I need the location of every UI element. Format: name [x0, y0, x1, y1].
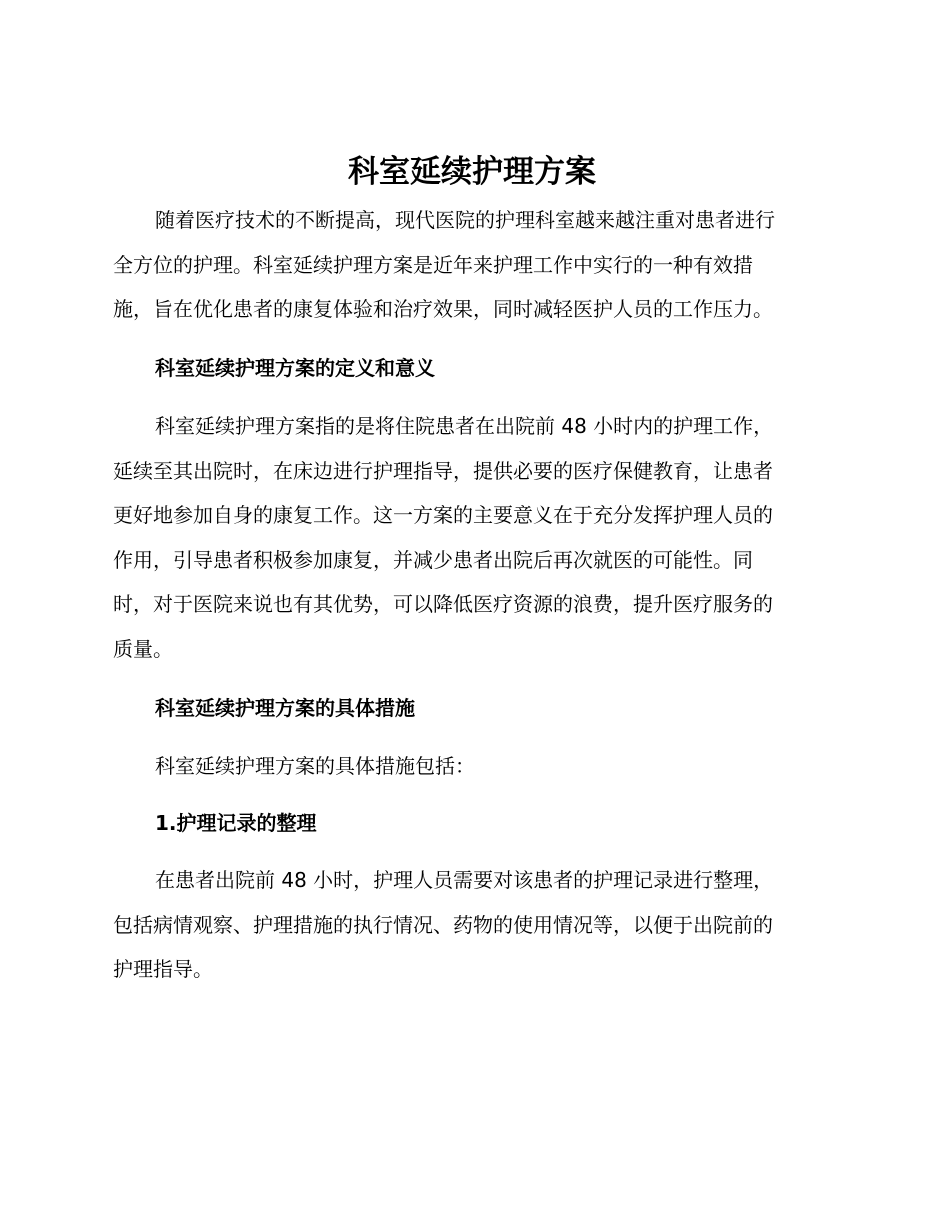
definition-paragraph [113, 404, 831, 671]
intro-paragraph [113, 198, 831, 332]
records-line: 护理指导。 [113, 957, 213, 981]
definition-line: 更好地参加自身的康复工作。这一方案的主要意义在于充分发挥护理人员的 [113, 503, 773, 527]
section-heading-definition: 科室延续护理方案的定义和意义 [155, 356, 435, 380]
definition-line: 时，对于医院来说也有其优势，可以降低医疗资源的浪费，提升医疗服务的 [113, 592, 773, 616]
document-title: 科室延续护理方案 [348, 154, 596, 190]
records-line: 在患者出院前 48 小时，护理人员需要对该患者的护理记录进行整理， [155, 868, 774, 892]
intro-line: 随着医疗技术的不断提高，现代医院的护理科室越来越注重对患者进行 [155, 208, 775, 232]
records-paragraph [113, 858, 831, 992]
intro-line: 全方位的护理。科室延续护理方案是近年来护理工作中实行的一种有效措 [113, 252, 753, 277]
records-line: 包括病情观察、护理措施的执行情况、药物的使用情况等，以便于出院前的 [113, 912, 773, 937]
measures-intro: 科室延续护理方案的具体措施包括： [155, 754, 475, 778]
section-heading-measures: 科室延续护理方案的具体措施 [155, 696, 415, 720]
definition-line: 延续至其出院时，在床边进行护理指导，提供必要的医疗保健教育，让患者 [113, 458, 773, 483]
definition-line: 质量。 [113, 636, 173, 661]
definition-line: 作用，引导患者积极参加康复，并减少患者出院后再次就医的可能性。同 [113, 547, 753, 572]
intro-line: 施，旨在优化患者的康复体验和治疗效果，同时减轻医护人员的工作压力。 [113, 297, 773, 321]
definition-line: 科室延续护理方案指的是将住院患者在出院前 48 小时内的护理工作， [155, 414, 774, 438]
subsection-heading-records: 1.护理记录的整理 [155, 811, 317, 835]
